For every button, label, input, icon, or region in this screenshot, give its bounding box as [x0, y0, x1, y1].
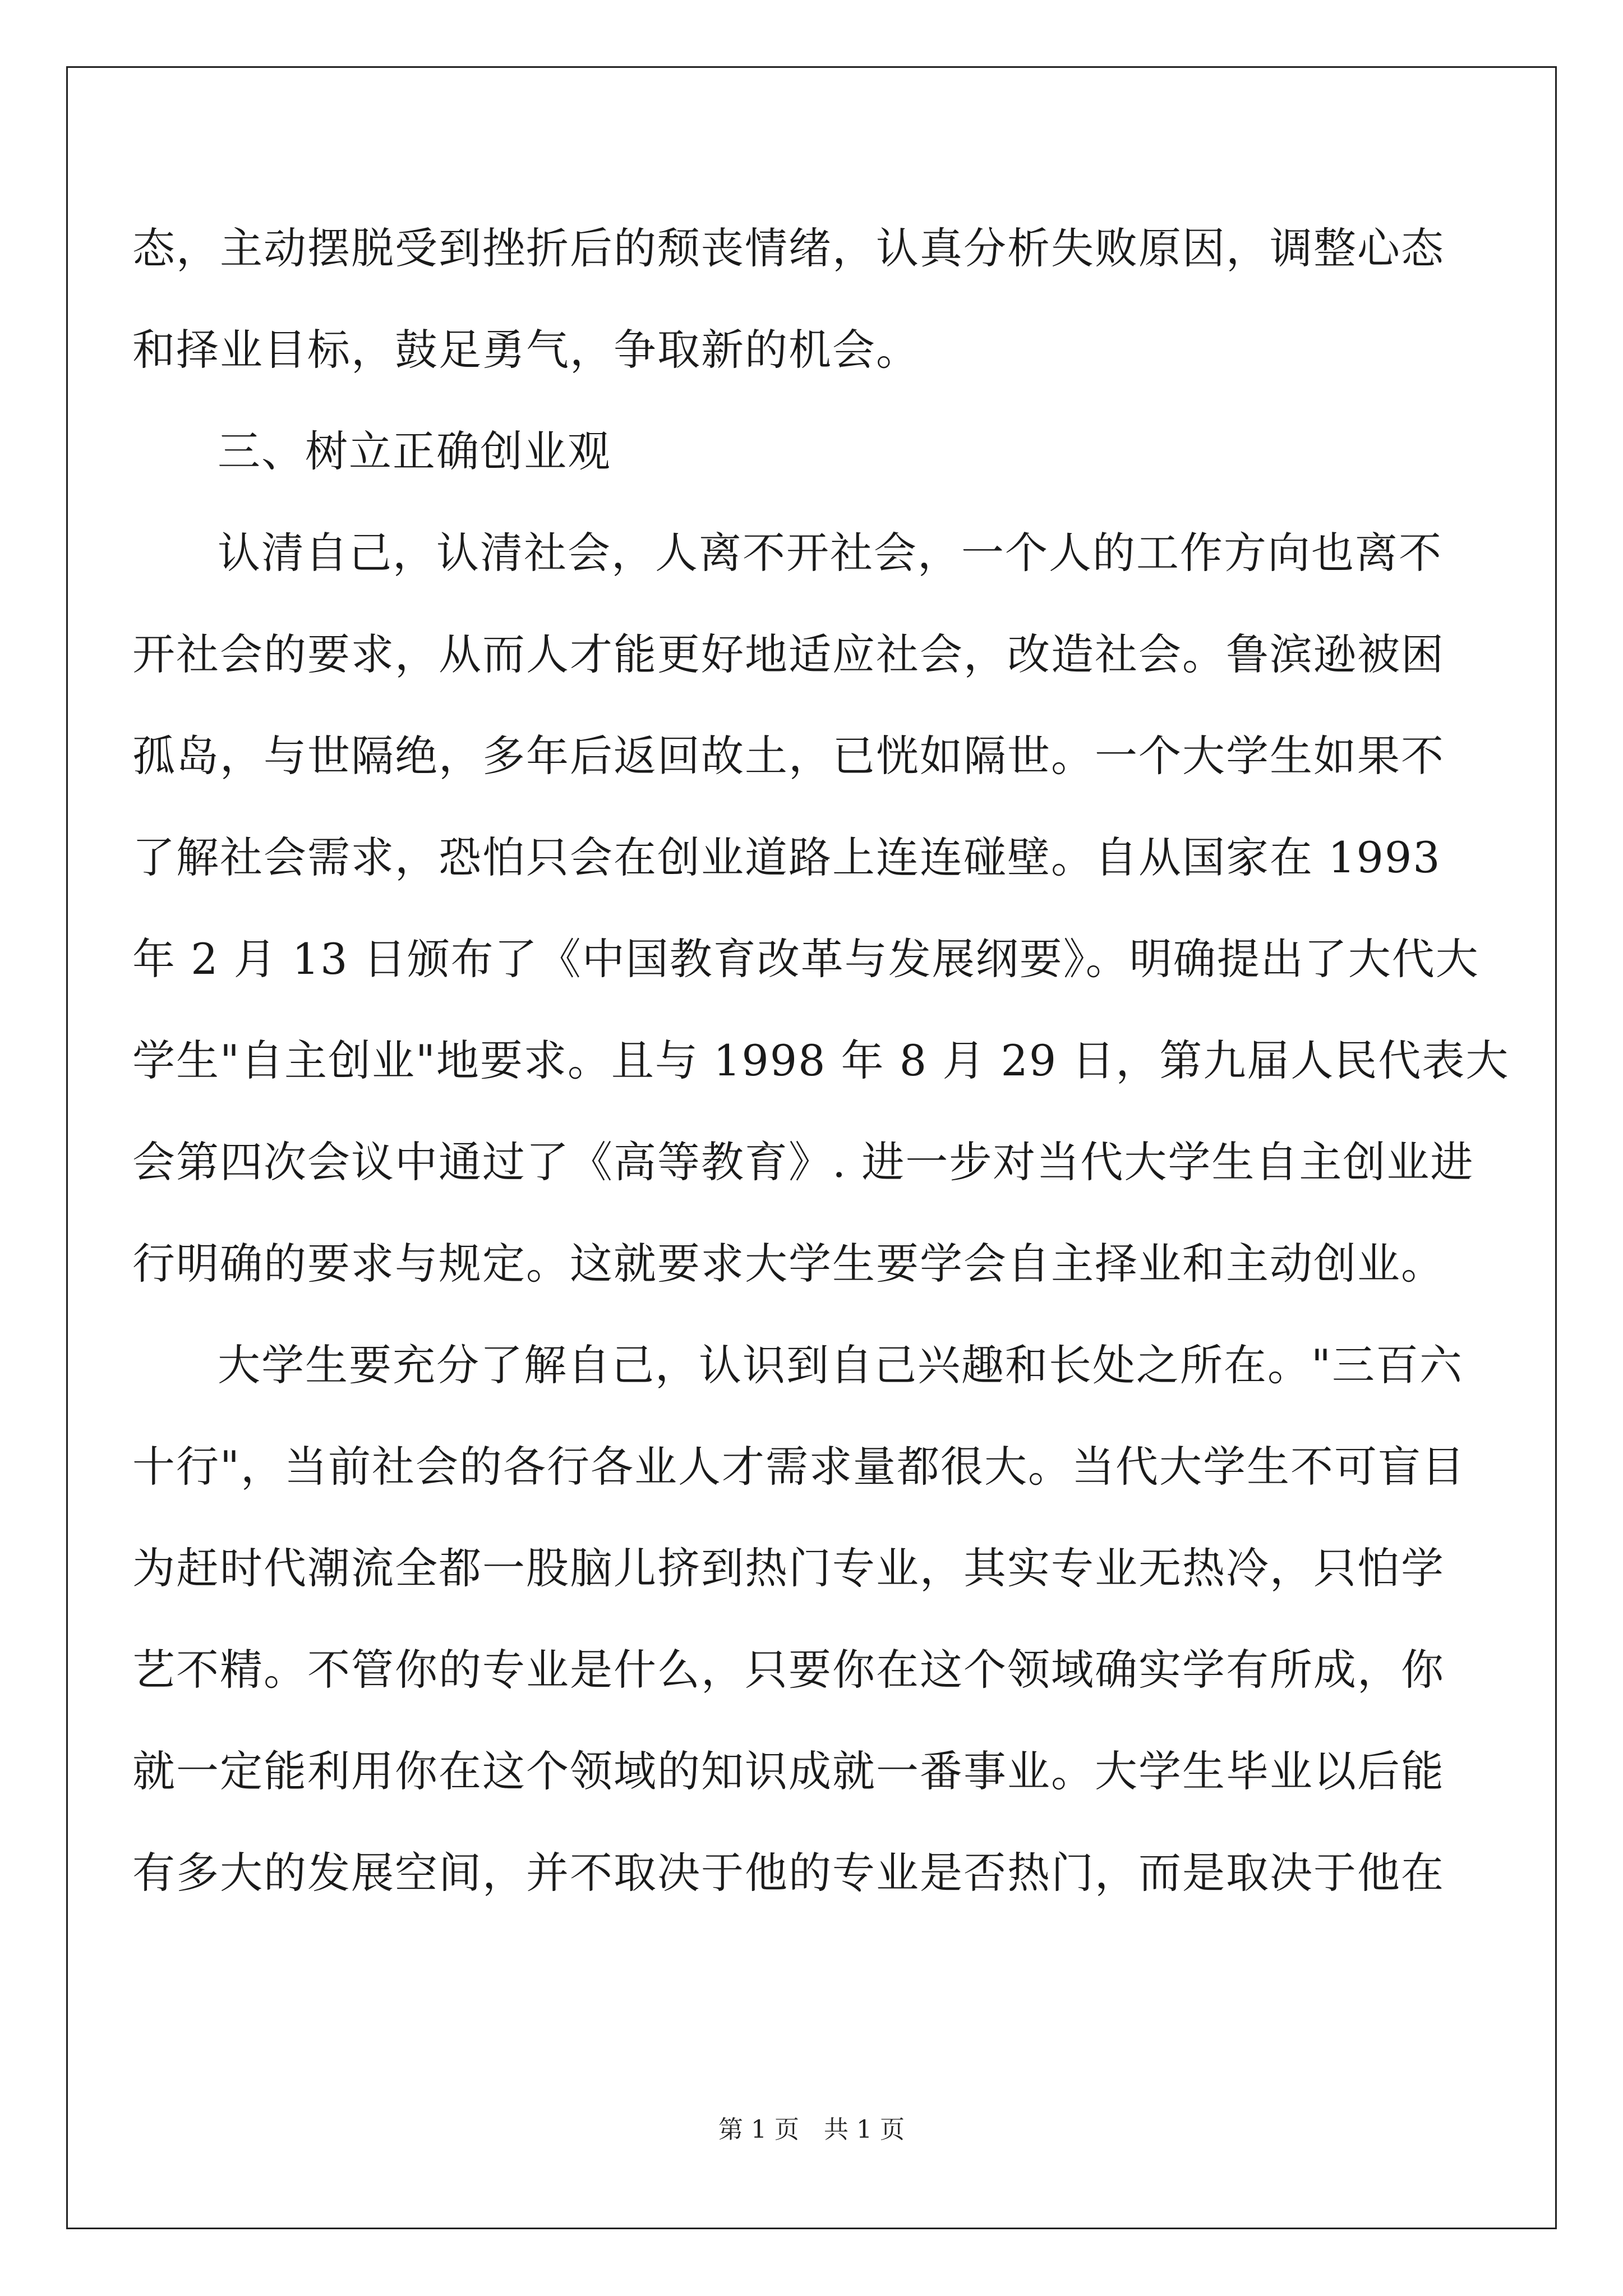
text-line: 有多大的发展空间，并不取决于他的专业是否热门，而是取决于他在 — [132, 1848, 1445, 1898]
text-line: 会第四次会议中通过了《高等教育》. 进一步对当代大学生自主创业进 — [132, 1137, 1474, 1187]
text-line: 就一定能利用你在这个领域的知识成就一番事业。大学生毕业以后能 — [132, 1746, 1445, 1796]
text-line: 学生"自主创业"地要求。且与 1998 年 8 月 29 日，第九届人民代表大 — [132, 1036, 1510, 1085]
text-line: 艺不精。不管你的专业是什么，只要你在这个领域确实学有所成，你 — [132, 1645, 1445, 1695]
text-line: 十行"，当前社会的各行各业人才需求量都很大。当代大学生不可盲目 — [132, 1442, 1465, 1492]
text-line: 孤岛，与世隔绝，多年后返回故土，已恍如隔世。一个大学生如果不 — [132, 731, 1445, 781]
page-footer: 第 1 页 共 1 页 — [718, 2115, 905, 2144]
text-line: 了解社会需求，恐怕只会在创业道路上连连碰壁。自从国家在 1993 — [132, 832, 1441, 882]
text-line: 为赶时代潮流全都一股脑儿挤到热门专业，其实专业无热冷，只怕学 — [132, 1543, 1445, 1593]
text-line: 和择业目标，鼓足勇气，争取新的机会。 — [132, 325, 920, 375]
text-line: 行明确的要求与规定。这就要求大学生要学会自主择业和主动创业。 — [132, 1239, 1445, 1289]
text-line: 大学生要充分了解自己，认识到自己兴趣和长处之所在。"三百六 — [218, 1340, 1463, 1390]
text-line: 认清自己，认清社会，人离不开社会，一个人的工作方向也离不 — [218, 528, 1442, 578]
text-line: 年 2 月 13 日颁布了《中国教育改革与发展纲要》。明确提出了大代大 — [132, 934, 1479, 984]
section-heading: 三、树立正确创业观 — [218, 426, 611, 476]
text-line: 态，主动摆脱受到挫折后的颓丧情绪，认真分析失败原因，调整心态 — [132, 223, 1445, 273]
text-line: 开社会的要求，从而人才能更好地适应社会，改造社会。鲁滨逊被困 — [132, 629, 1445, 679]
